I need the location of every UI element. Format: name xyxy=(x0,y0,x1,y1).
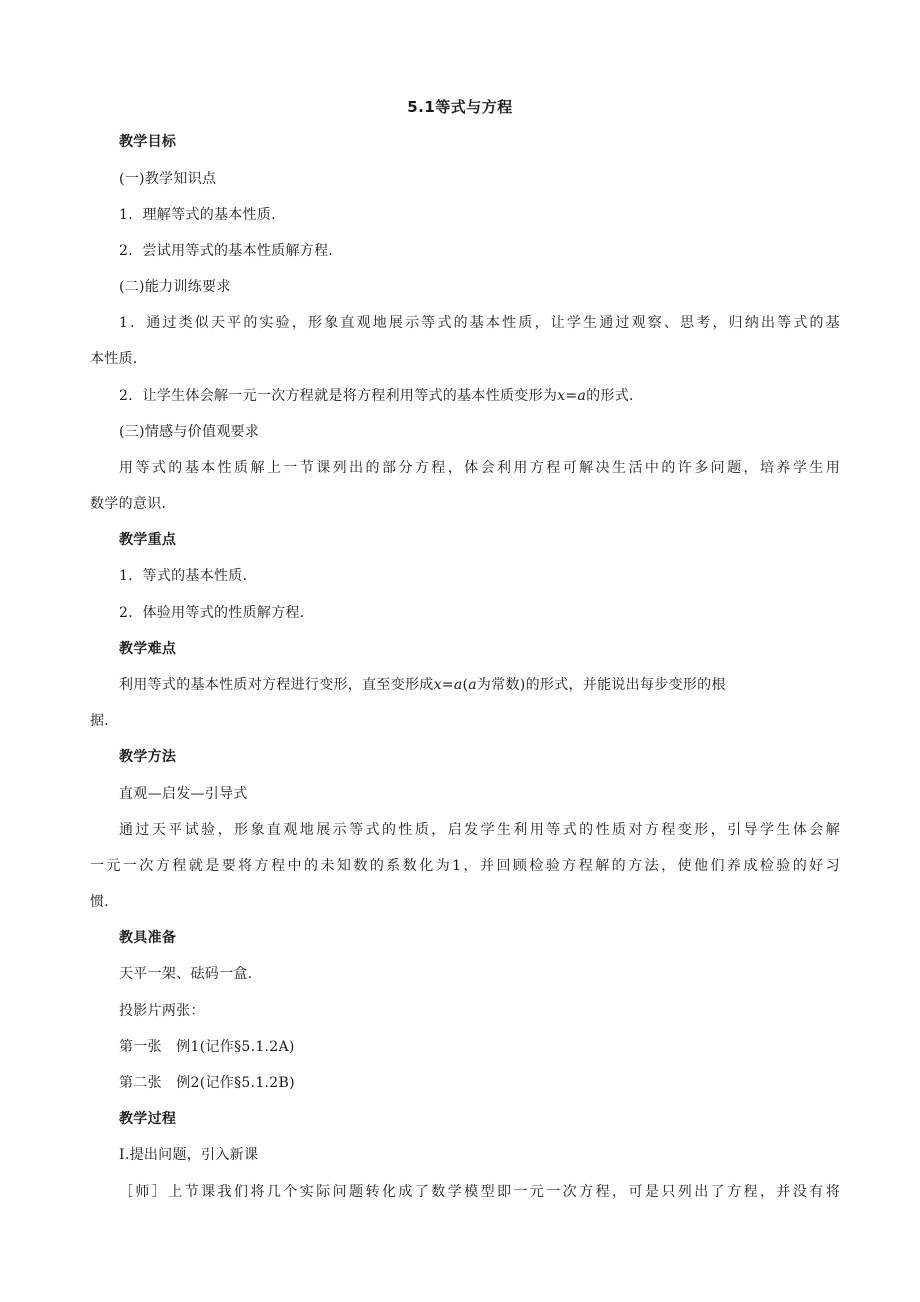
key-point-1: 1．等式的基本性质． xyxy=(119,568,257,584)
ability-item-2-text: 2．让学生体会解一元一次方程就是将方程利用等式的基本性质变形为 xyxy=(119,388,558,404)
difficulty-text-2: 为常数)的形式，并能说出每步变形的根 xyxy=(476,677,726,693)
method-heading: 教学方法 xyxy=(119,749,177,765)
tools-line-1: 天平一架、砝码一盒． xyxy=(119,966,262,982)
ability-item-2 xyxy=(119,386,839,406)
objectives-heading: 教学目标 xyxy=(119,134,177,150)
emotion-line-1: 用等式的基本性质解上一节课列出的部分方程，体会利用方程可解决生活中的许多问题，培养学生用 xyxy=(119,460,840,476)
tools-line-3: 第一张 例1(记作§5.1.2A) xyxy=(119,1039,295,1055)
ability-item-1-line-2: 本性质． xyxy=(90,351,148,367)
method-name: 直观—启发—引导式 xyxy=(119,786,248,802)
tools-line-4: 第二张 例2(记作§5.1.2B) xyxy=(119,1075,295,1091)
difficulty-paren: ( xyxy=(462,677,469,693)
ability-item-2-suffix: 的形式． xyxy=(586,388,644,404)
ability-item-2-formula: x=a xyxy=(557,388,587,404)
method-desc-line-1: 通过天平试验，形象直观地展示等式的性质，启发学生利用等式的性质对方程变形，引导学生体会解 xyxy=(119,822,840,838)
ability-item-1-line-1: 1．通过类似天平的实验，形象直观地展示等式的基本性质，让学生通过观察、思考，归纳出等式的基 xyxy=(119,315,840,331)
process-teacher-line: ［师］上节课我们将几个实际问题转化成了数学模型即一元一次方程，可是只列出了方程，并没有将 xyxy=(119,1184,840,1200)
difficulty-formula: x=a xyxy=(433,677,463,693)
emotion-heading: (三)情感与价值观要求 xyxy=(119,424,260,440)
method-desc-line-2: 一元一次方程就是要将方程中的未知数的系数化为1，并回顾检验方程解的方法，使他们养成检验的好习 xyxy=(90,858,840,874)
process-section-1: Ⅰ.提出问题，引入新课 xyxy=(119,1147,259,1163)
difficulty-text: 利用等式的基本性质对方程进行变形，直至变形成 xyxy=(119,677,434,693)
process-heading: 教学过程 xyxy=(119,1111,177,1127)
tools-line-2: 投影片两张： xyxy=(119,1003,205,1019)
knowledge-heading: (一)教学知识点 xyxy=(119,171,217,187)
ability-heading: (二)能力训练要求 xyxy=(119,279,231,295)
method-desc-line-3: 惯． xyxy=(90,894,119,910)
page-title: 5.1等式与方程 xyxy=(407,98,513,116)
difficulty-line-2: 据． xyxy=(90,713,119,729)
key-point-2: 2．体验用等式的性质解方程． xyxy=(119,605,315,621)
difficulty-variable: a xyxy=(468,677,477,693)
difficulty-heading: 教学难点 xyxy=(119,641,177,657)
emotion-line-2: 数学的意识． xyxy=(90,496,176,512)
difficulty-line-1 xyxy=(119,675,840,695)
knowledge-item-2: 2．尝试用等式的基本性质解方程． xyxy=(119,243,343,259)
key-points-heading: 教学重点 xyxy=(119,532,177,548)
knowledge-item-1: 1．理解等式的基本性质． xyxy=(119,207,286,223)
tools-heading: 教具准备 xyxy=(119,930,177,946)
